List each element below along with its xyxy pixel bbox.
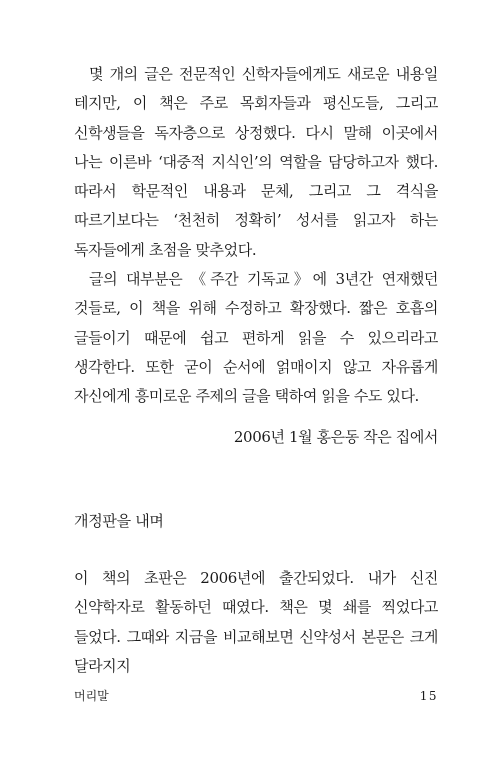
preface-paragraph-2: 글의 대부분은 《주간 기독교》에 3년간 연재했던 것들로, 이 책을 위해 수정하고 확장했다. 짧은 호흡의 글들이기 때문에 쉽고 편하게 읽을 수 있으리라고 생각한다. 또한 굳이 순서에 얽매이지 않고 자유롭게 자신에게 흥미로운 주제의 글을 택하여 읽을 수도 있다. [74, 270, 438, 406]
page-number: 15 [419, 689, 438, 703]
preface-paragraph-1: 몇 개의 글은 전문적인 신학자들에게도 새로운 내용일 테지만, 이 책은 주로 목회자들과 평신도들, 그리고 신학생들을 독자층으로 상정했다. 다시 말해 이곳에서 나는 이른바 ‘대중적 지식인’의 역할을 담당하고자 했다. 따라서 학문적인 내용과 문체, 그리고 그 격식을 따르기보다는 ‘천천히 정확히’ 성서를 읽고자 하는 독자들에게 초점을 맞추었다. [74, 65, 438, 259]
preface-signature: 2006년 1월 홍은동 작은 집에서 [233, 428, 438, 446]
page-footer [74, 687, 438, 705]
revision-paragraph-1: 이 책의 초판은 2006년에 출간되었다. 내가 신진 신약학자로 활동하던 때였다. 책은 몇 쇄를 찍었다고 들었다. 그때와 지금을 비교해보면 신약성서 본문은 크게 달라지지 [74, 569, 438, 675]
revision-body [74, 564, 438, 681]
revision-heading: 개정판을 내며 [74, 512, 164, 530]
running-footer-title: 머리말 [74, 689, 109, 703]
preface-body [74, 60, 438, 412]
